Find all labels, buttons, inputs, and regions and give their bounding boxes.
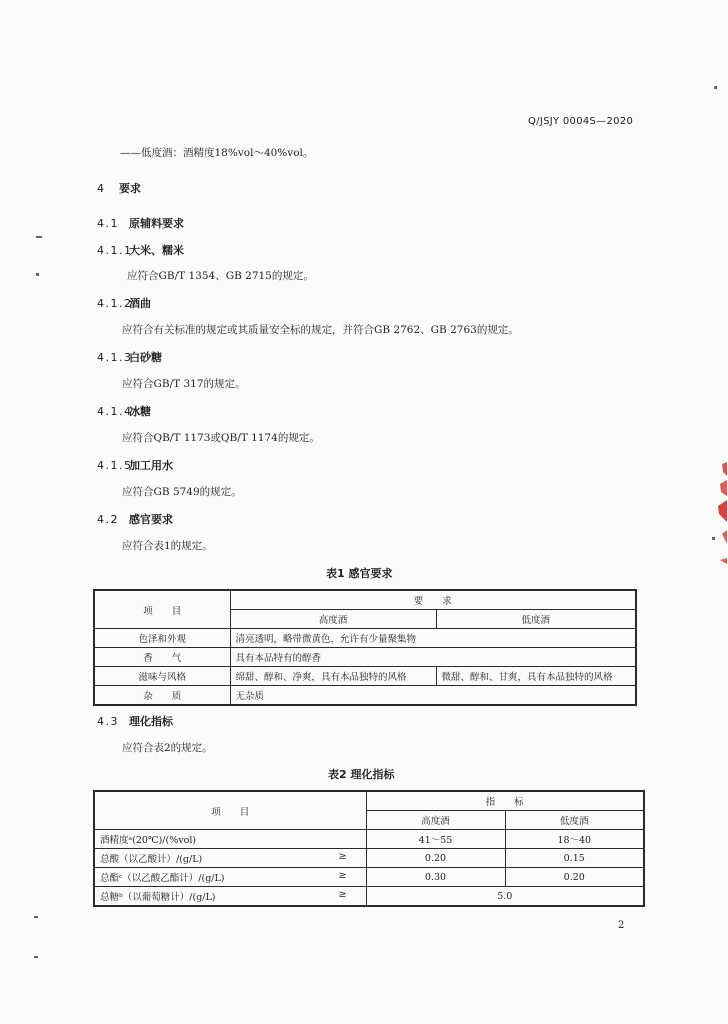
row-high: 0.20 <box>366 849 505 868</box>
section-title: 要求 <box>119 182 141 195</box>
page-number: 2 <box>618 920 625 931</box>
section-title: 加工用水 <box>129 459 173 472</box>
scan-mark <box>36 236 42 238</box>
row-operator: ≥ <box>338 889 347 900</box>
row-high: 0.30 <box>366 868 505 887</box>
header-high: 高度酒 <box>230 610 436 629</box>
table-row <box>94 667 636 686</box>
row-value: 无杂质 <box>230 686 636 706</box>
section-4-3-text: 应符合表2的规定。 <box>122 742 213 754</box>
section-4-2-heading <box>97 511 173 527</box>
section-number: 4.1.5 <box>97 459 133 472</box>
header-high: 高度酒 <box>366 811 505 830</box>
header-low: 低度酒 <box>436 610 636 629</box>
row-item-label: 总酸（以乙酸计）/(g/L) <box>100 854 203 865</box>
row-low: 0.15 <box>505 849 644 868</box>
section-title: 大米、糯米 <box>129 244 184 257</box>
header-item: 项 目 <box>94 791 366 830</box>
row-item: 滋味与风格 <box>94 667 230 686</box>
section-4-1-1-heading <box>97 242 184 258</box>
section-4-1-3-heading <box>97 349 162 365</box>
section-title: 理化指标 <box>129 715 173 728</box>
section-number: 4.1.2 <box>97 297 133 310</box>
section-4-1-5-heading <box>97 457 173 473</box>
header-low: 低度酒 <box>505 811 644 830</box>
row-value: 清亮透明，略带微黄色，允许有少量聚集物 <box>230 629 636 648</box>
table-header-row <box>94 791 644 811</box>
row-item <box>94 868 366 887</box>
section-4-2-text: 应符合表1的规定。 <box>122 540 213 552</box>
section-title: 白砂糖 <box>129 351 162 364</box>
table-row <box>94 629 636 648</box>
section-title: 冰糖 <box>129 405 151 418</box>
document-code: Q/JSJY 0004S—2020 <box>528 116 634 127</box>
section-title: 感官要求 <box>129 513 173 526</box>
table-2-physicochemical <box>93 790 645 907</box>
row-item: 香 气 <box>94 648 230 667</box>
section-number: 4.3 <box>97 715 119 728</box>
section-title: 原辅料要求 <box>129 217 184 230</box>
table-row <box>94 686 636 706</box>
header-requirement: 要 求 <box>230 590 636 610</box>
table-row <box>94 849 644 868</box>
table-1-sensory <box>93 589 637 706</box>
row-item <box>94 849 366 868</box>
scan-mark <box>36 273 39 276</box>
table-header-row <box>94 590 636 610</box>
table-2-caption: 表2 理化指标 <box>328 768 395 781</box>
section-number: 4 <box>97 182 106 195</box>
row-high: 绵甜、醇和、净爽，具有本品独特的风格 <box>230 667 436 686</box>
row-item-label: 酒精度ᵃ(20℃)/(%vol) <box>100 835 197 846</box>
seal-stamp-fragment <box>714 460 728 570</box>
section-4-1-3-text: 应符合GB/T 317的规定。 <box>122 378 246 390</box>
row-low: 0.20 <box>505 868 644 887</box>
section-4-1-4-text: 应符合QB/T 1173或QB/T 1174的规定。 <box>122 432 320 444</box>
row-operator: ≥ <box>338 851 347 862</box>
row-low: 微甜、醇和、甘爽，具有本品独特的风格 <box>436 667 636 686</box>
row-item <box>94 830 366 849</box>
table-row <box>94 830 644 849</box>
section-number: 4.2 <box>97 513 119 526</box>
row-merged-value: 5.0 <box>366 887 644 907</box>
intro-line: ——低度酒：酒精度18%vol～40%vol。 <box>120 147 314 159</box>
header-item: 项 目 <box>94 590 230 629</box>
section-number: 4.1.4 <box>97 405 133 418</box>
section-number: 4.1.3 <box>97 351 133 364</box>
section-4-1-2-heading <box>97 295 151 311</box>
table-row <box>94 648 636 667</box>
header-index: 指 标 <box>366 791 644 811</box>
section-4-1-5-text: 应符合GB 5749的规定。 <box>122 486 242 498</box>
row-item: 色泽和外观 <box>94 629 230 648</box>
row-high: 41～55 <box>366 830 505 849</box>
section-4-1-4-heading <box>97 403 151 419</box>
table-row <box>94 887 644 907</box>
section-4-1-heading <box>97 215 184 231</box>
scan-mark <box>714 86 717 89</box>
row-operator: ≥ <box>338 870 347 881</box>
section-number: 4.1 <box>97 217 119 230</box>
row-item-label: 总酯ᶜ（以乙酸乙酯计）/(g/L) <box>100 873 225 884</box>
section-4-heading <box>97 180 141 196</box>
section-4-3-heading <box>97 713 173 729</box>
section-title: 酒曲 <box>129 297 151 310</box>
row-item-label: 总糖ᵇ（以葡萄糖计）/(g/L) <box>100 892 216 903</box>
table-1-caption: 表1 感官要求 <box>326 567 393 580</box>
row-value: 具有本品特有的醇香 <box>230 648 636 667</box>
section-number: 4.1.1 <box>97 244 133 257</box>
row-low: 18～40 <box>505 830 644 849</box>
row-item <box>94 887 366 907</box>
section-4-1-2-text: 应符合有关标准的规定或其质量安全标的规定，并符合GB 2762、GB 2763的规定。 <box>122 324 519 336</box>
row-item: 杂 质 <box>94 686 230 706</box>
table-row <box>94 868 644 887</box>
scan-mark <box>34 956 38 958</box>
section-4-1-1-text: 应符合GB/T 1354、GB 2715的规定。 <box>127 270 314 282</box>
scan-mark <box>34 916 38 918</box>
